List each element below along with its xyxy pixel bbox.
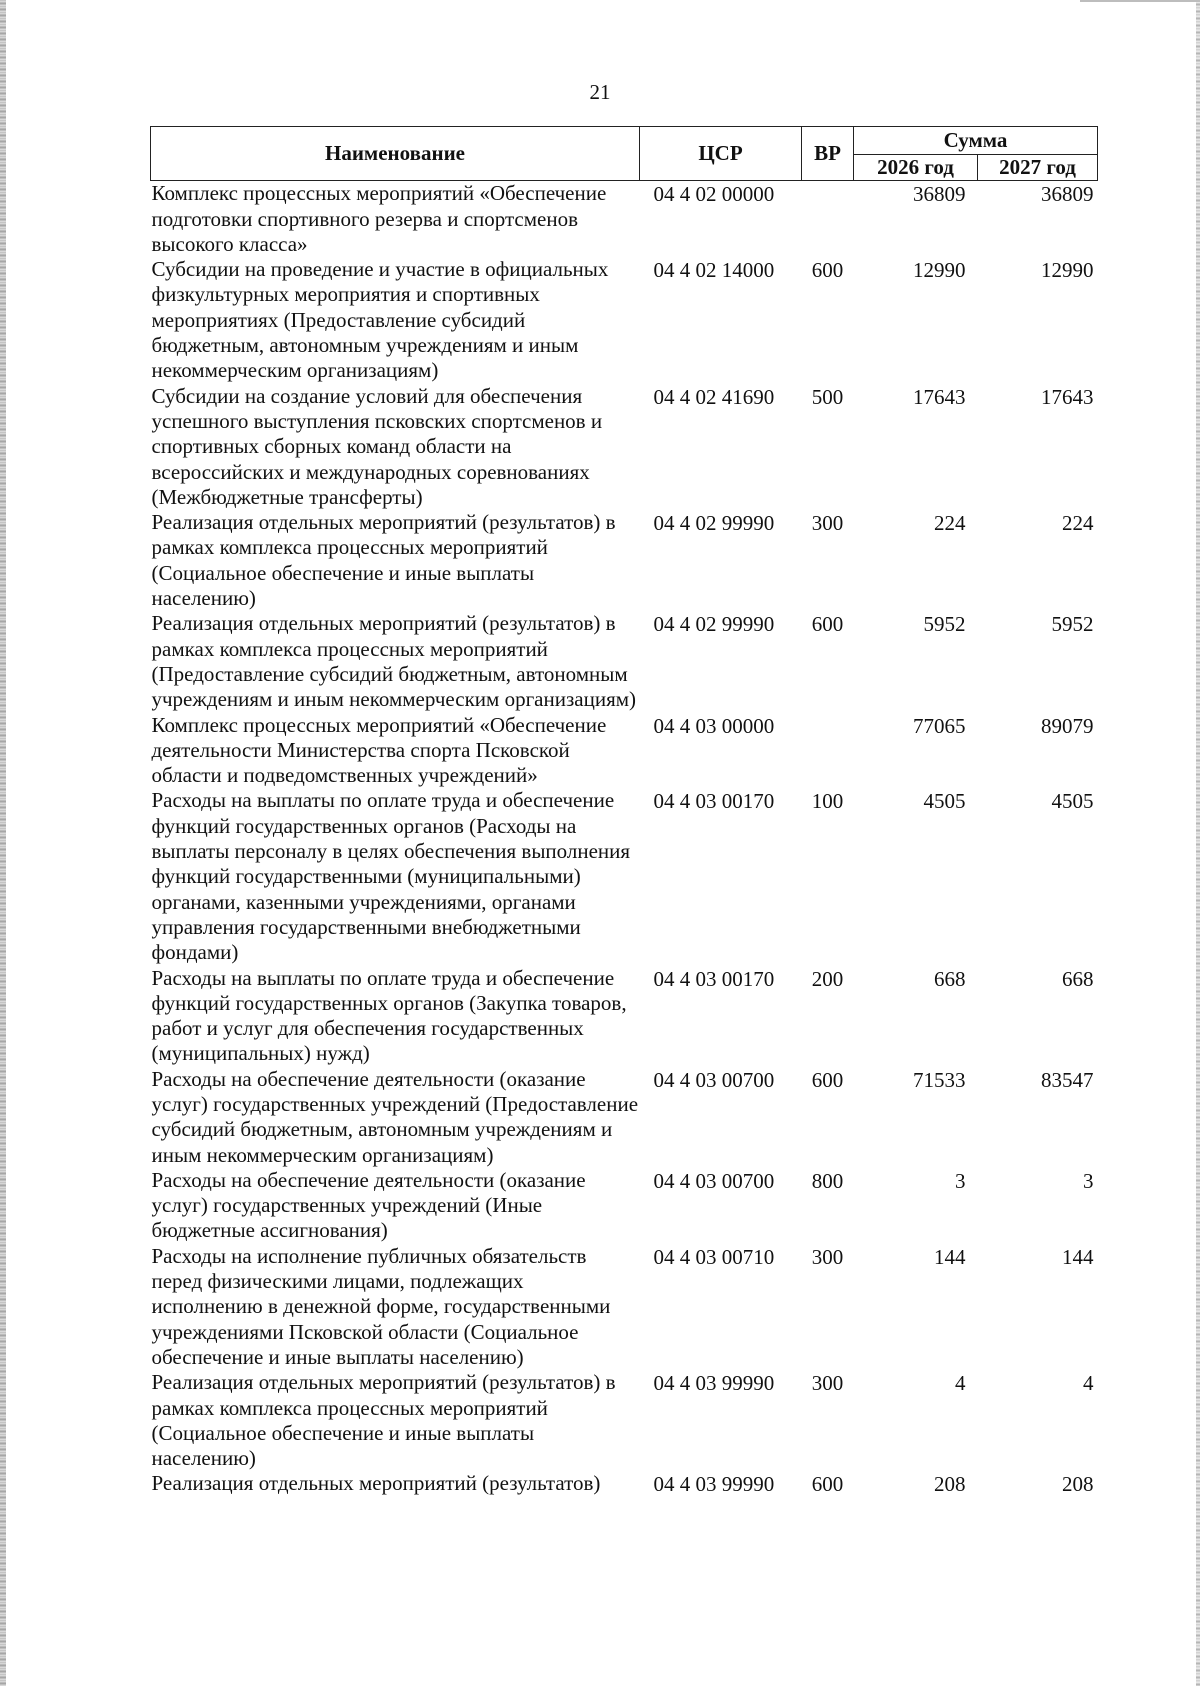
table-row [151,181,1098,257]
row-name: Расходы на обеспечение деятельности (оказание услуг) государственных учреждений (Предоставление субсидий бюджетным, автономным учреждениям и иным некоммерческим организациям) [151,1066,639,1167]
row-csr-code: 04 4 02 99990 [653,612,775,637]
row-vr-code: 200 [811,966,844,991]
row-amount-2026: 12990 [913,258,966,283]
row-amount-2026: 4 [955,1371,966,1396]
row-vr-code [802,181,854,257]
row-amount-2026: 77065 [913,713,966,738]
scan-edge-left [0,0,6,1686]
row-vr-code: 300 [811,1244,844,1269]
row-amount-2026: 4505 [923,789,966,814]
row-name: Расходы на выплаты по оплате труда и обеспечение функций государственных органов (Закупка товаров, работ и услуг для обеспечения государственных (муниципальных) нужд) [151,965,627,1066]
row-vr-code: 300 [811,511,844,536]
row-csr-code: 04 4 03 00000 [653,713,775,738]
row-amount-2027: 668 [1062,966,1094,991]
table-row [151,1244,1098,1370]
header-vr: ВР [802,127,854,181]
row-name: Комплекс процессных мероприятий «Обеспечение деятельности Министерства спорта Псковской области и подведомственных учреждений» [151,712,607,788]
row-name: Комплекс процессных мероприятий «Обеспечение подготовки спортивного резерва и спортсменов высокого класса» [151,181,607,256]
row-csr-code: 04 4 03 00700 [653,1067,775,1092]
row-csr-code: 04 4 03 00170 [653,789,775,814]
row-amount-2027: 3 [1083,1168,1094,1193]
row-name: Реализация отдельных мероприятий (результатов) в рамках комплекса процессных мероприятий (Социальное обеспечение и иные выплаты населению) [151,510,616,611]
table-row [151,1370,1098,1471]
row-amount-2027: 36809 [1041,182,1094,207]
row-vr-code: 600 [811,258,844,283]
row-amount-2026: 224 [934,511,966,536]
row-amount-2026: 5952 [923,612,966,637]
row-csr-code: 04 4 03 00170 [653,966,775,991]
row-vr-code: 600 [811,1472,844,1497]
row-csr-code: 04 4 02 14000 [653,258,775,283]
row-amount-2026: 144 [934,1244,966,1269]
row-amount-2026: 208 [934,1472,966,1497]
table-row [151,257,1098,383]
row-amount-2027: 17643 [1041,384,1094,409]
row-vr-code: 600 [811,1067,844,1092]
row-name: Реализация отдельных мероприятий (результатов) [151,1471,601,1496]
table-row [151,510,1098,611]
row-csr-code: 04 4 03 00710 [653,1244,775,1269]
row-name: Субсидии на создание условий для обеспечения успешного выступления псковских спортсменов и спортивных сборных команд области на всероссийских и международных соревнованиях (Межбюджетные трансферты) [151,383,603,509]
table-header [151,127,1098,181]
row-amount-2026: 3 [955,1168,966,1193]
row-name: Расходы на исполнение публичных обязательств перед физическими лицами, подлежащих исполнению в денежной форме, государственными учреждениями Псковской области (Социальное обеспечение и иные выплаты населению) [151,1243,611,1369]
row-amount-2027: 208 [1062,1472,1094,1497]
row-amount-2026: 71533 [913,1067,966,1092]
row-vr-code: 800 [811,1168,844,1193]
row-amount-2027: 89079 [1041,713,1094,738]
row-name: Расходы на выплаты по оплате труда и обеспечение функций государственных органов (Расходы на выплаты персоналу в целях обеспечения выполнения функций государственными (муниципальными) органами, казенными учреждениями, органами управления государственными внебюджетными фондами) [151,788,631,965]
row-vr-code: 600 [811,612,844,637]
header-year-2027: 2027 год [978,155,1098,181]
row-amount-2026: 36809 [913,182,966,207]
table-row [151,384,1098,510]
row-vr-code: 100 [811,789,844,814]
row-amount-2027: 4505 [1051,789,1094,814]
row-amount-2026: 17643 [913,384,966,409]
scan-edge-right [1196,0,1200,1686]
table-row [151,611,1098,712]
table-row [151,713,1098,789]
header-csr: ЦСР [640,127,802,181]
row-vr-code [802,713,854,789]
table-body [151,181,1098,1498]
table-row [151,788,1098,965]
row-csr-code: 04 4 02 00000 [653,182,775,207]
row-name: Субсидии на проведение и участие в официальных физкультурных мероприятия и спортивных мероприятиях (Предоставление субсидий бюджетным, автономным учреждениям и иным некоммерческим организациям) [151,257,609,383]
header-name: Наименование [151,127,640,181]
row-vr-code: 300 [811,1371,844,1396]
table-row [151,1067,1098,1168]
row-amount-2027: 5952 [1051,612,1094,637]
header-sum: Сумма [854,127,1098,155]
row-csr-code: 04 4 03 00700 [653,1168,775,1193]
row-amount-2026: 668 [934,966,966,991]
row-amount-2027: 144 [1062,1244,1094,1269]
row-csr-code: 04 4 03 99990 [653,1371,775,1396]
row-vr-code: 500 [811,384,844,409]
row-csr-code: 04 4 02 41690 [653,384,775,409]
row-csr-code: 04 4 02 99990 [653,511,775,536]
scan-edge-top [1080,0,1200,2]
table-row [151,966,1098,1067]
row-csr-code: 04 4 03 99990 [653,1472,775,1497]
budget-table [150,126,1098,1498]
row-name: Расходы на обеспечение деятельности (оказание услуг) государственных учреждений (Иные бюджетные ассигнования) [151,1167,586,1243]
page-number: 21 [589,80,611,104]
table-row [151,1168,1098,1244]
row-amount-2027: 12990 [1041,258,1094,283]
row-amount-2027: 83547 [1041,1067,1094,1092]
row-amount-2027: 4 [1083,1371,1094,1396]
table-row [151,1471,1098,1497]
row-amount-2027: 224 [1062,511,1094,536]
row-name: Реализация отдельных мероприятий (результатов) в рамках комплекса процессных мероприятий (Социальное обеспечение и иные выплаты населению) [151,1370,616,1471]
row-name: Реализация отдельных мероприятий (результатов) в рамках комплекса процессных мероприятий (Предоставление субсидий бюджетным, автономным учреждениям и иным некоммерческим организациям) [151,611,637,712]
header-year-2026: 2026 год [854,155,978,181]
